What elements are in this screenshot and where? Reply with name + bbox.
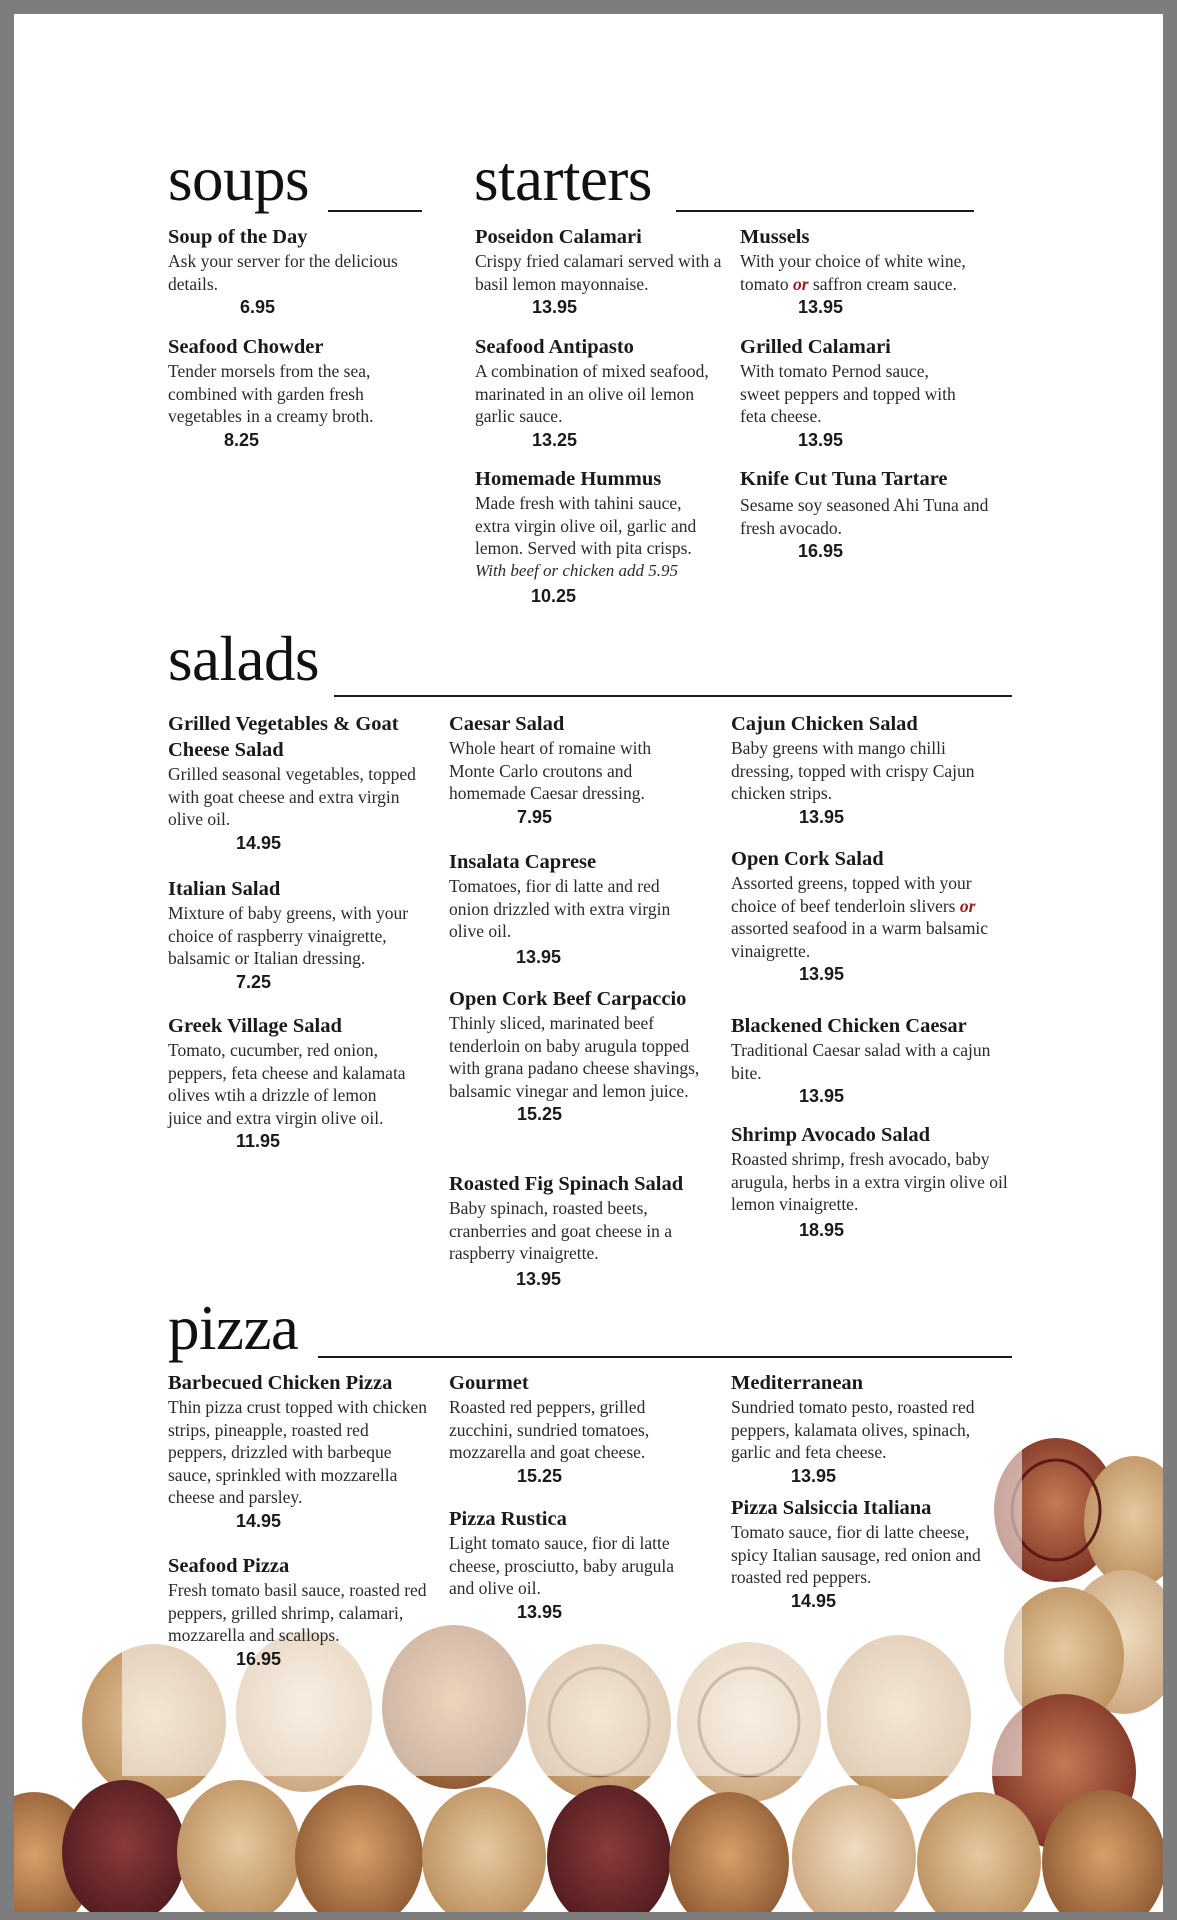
item-price: 16.95 [798, 541, 844, 561]
item-description: Light tomato sauce, fior di latte cheese, prosciutto, baby arugula and olive oil. [449, 1533, 674, 1598]
item-name: Open Cork Salad [731, 848, 884, 870]
menu-item [449, 1171, 704, 1291]
item-name: Seafood Pizza [168, 1555, 290, 1577]
menu-item [731, 1122, 1021, 1242]
menu-item [731, 1370, 981, 1488]
item-description: Crispy fried calamari served with a basil lemon mayonnaise. [475, 251, 722, 294]
item-price: 14.95 [791, 1590, 837, 1611]
item-price: 13.25 [532, 429, 578, 450]
item-price: 13.95 [799, 964, 845, 984]
item-description: Thinly sliced, marinated beef tenderloin on baby arugula topped with grana padano cheese shavings, balsamic vinegar and lemon juice. [449, 1013, 700, 1101]
item-price: 14.95 [236, 1510, 282, 1531]
item-name: Greek Village Salad [168, 1015, 342, 1037]
item-description [731, 872, 1001, 962]
menu-item [449, 849, 694, 969]
item-description: Tender morsels from the sea, combined with garden fresh vegetables in a creamy broth. [168, 361, 374, 426]
item-description [740, 250, 1002, 295]
item-note: With beef or chicken add 5.95 [475, 560, 679, 580]
item-description: Roasted shrimp, fresh avocado, baby arugula, herbs in a extra virgin olive oil lemon vinaigrette. [731, 1149, 1008, 1214]
item-price: 8.25 [224, 429, 260, 450]
menu-item [168, 1013, 413, 1153]
item-description: Whole heart of romaine with Monte Carlo croutons and homemade Caesar dressing. [449, 738, 652, 803]
menu-item [449, 986, 719, 1126]
menu-item [740, 224, 1002, 319]
item-name: Roasted Fig Spinach Salad [449, 1173, 684, 1195]
item-name: Gourmet [449, 1372, 529, 1394]
item-price: 10.25 [531, 585, 577, 606]
menu-item [731, 1013, 993, 1108]
item-description: Roasted red peppers, grilled zucchini, sundried tomatoes, mozzarella and goat cheese. [449, 1397, 650, 1462]
item-price: 13.95 [516, 946, 562, 967]
section-rule-starters [676, 210, 974, 212]
menu-item [168, 711, 436, 855]
item-price: 11.95 [236, 1131, 281, 1151]
item-price: 15.25 [517, 1465, 563, 1486]
item-name: Blackened Chicken Caesar [731, 1015, 967, 1037]
item-name: Homemade Hummus [475, 468, 662, 490]
item-price: 13.95 [798, 429, 844, 450]
item-description: A combination of mixed seafood, marinated in an olive oil lemon garlic sauce. [475, 361, 709, 426]
menu-item [475, 224, 725, 319]
menu-item [168, 1370, 428, 1533]
section-rule-salads [334, 695, 1012, 697]
menu-item [731, 1495, 1001, 1613]
item-name: Barbecued Chicken Pizza [168, 1372, 393, 1394]
item-name: Italian Salad [168, 878, 281, 900]
menu-item [475, 466, 715, 608]
menu-item [740, 334, 968, 452]
item-price: 16.95 [236, 1648, 282, 1669]
item-price: 13.95 [532, 297, 578, 317]
item-description: Traditional Caesar salad with a cajun bite. [731, 1040, 991, 1083]
section-title-soups: soups [168, 144, 310, 214]
menu-item [449, 1370, 684, 1488]
item-name: Pizza Salsiccia Italiana [731, 1497, 932, 1519]
section-title-pizza: pizza [168, 1293, 299, 1363]
item-description: Sundried tomato pesto, roasted red peppers, kalamata olives, spinach, garlic and feta cheese. [731, 1397, 975, 1462]
item-name: Seafood Chowder [168, 336, 324, 358]
item-description: With tomato Pernod sauce, sweet peppers and topped with feta cheese. [740, 361, 956, 426]
item-price: 15.25 [517, 1104, 563, 1124]
item-description: Mixture of baby greens, with your choice of raspberry vinaigrette, balsamic or Italian dressing. [168, 903, 409, 968]
menu-item [168, 224, 428, 319]
item-price: 18.95 [799, 1219, 845, 1240]
item-name: Shrimp Avocado Salad [731, 1124, 930, 1146]
item-price: 7.25 [236, 971, 272, 992]
item-description: Fresh tomato basil sauce, roasted red peppers, grilled shrimp, calamari, mozzarella and scallops. [168, 1580, 427, 1645]
item-name: Knife Cut Tuna Tartare [740, 468, 948, 490]
section-title-starters: starters [474, 144, 652, 214]
item-price: 13.95 [516, 1268, 562, 1289]
item-description: Made fresh with tahini sauce, extra virgin olive oil, garlic and lemon. Served with pita crisps. [475, 493, 697, 558]
menu-item [449, 711, 689, 829]
item-price: 6.95 [240, 297, 276, 317]
item-description: Baby spinach, roasted beets, cranberries and goat cheese in a raspberry vinaigrette. [449, 1198, 673, 1263]
item-name: Poseidon Calamari [475, 226, 642, 248]
item-name: Mediterranean [731, 1372, 864, 1394]
or-emphasis: or [959, 895, 976, 916]
menu-item [168, 876, 436, 994]
item-name: Open Cork Beef Carpaccio [449, 988, 687, 1010]
item-description: Tomatoes, fior di latte and red onion drizzled with extra virgin olive oil. [449, 876, 671, 941]
desc-part: Assorted greens, topped with your choice of beef tenderloin slivers [731, 873, 972, 916]
item-name: Cajun Chicken Salad [731, 713, 918, 735]
menu-item [731, 711, 981, 829]
section-rule-soups [328, 210, 422, 212]
item-description: Sesame soy seasoned Ahi Tuna and fresh avocado. [740, 495, 989, 538]
item-description: Ask your server for the delicious details. [168, 251, 398, 294]
item-name: Seafood Antipasto [475, 336, 634, 358]
item-price: 13.95 [799, 1086, 845, 1106]
menu-item [449, 1506, 699, 1624]
section-rule-pizza [318, 1356, 1012, 1358]
item-price: 13.95 [791, 1465, 837, 1486]
menu-item [475, 334, 720, 452]
item-description: Baby greens with mango chilli dressing, topped with crispy Cajun chicken strips. [731, 738, 975, 803]
or-emphasis: or [792, 273, 809, 294]
item-name: Soup of the Day [168, 226, 308, 248]
menu-item [740, 466, 990, 563]
desc-part: saffron cream sauce. [812, 273, 957, 294]
item-description: Grilled seasonal vegetables, topped with goat cheese and extra virgin olive oil. [168, 764, 416, 829]
item-name: Grilled Vegetables & Goat Cheese Salad [168, 713, 399, 761]
item-description: Thin pizza crust topped with chicken strips, pineapple, roasted red peppers, drizzled with barbeque sauce, sprinkled with mozzarella cheese and parsley. [168, 1397, 428, 1507]
item-price: 14.95 [236, 832, 282, 853]
item-name: Grilled Calamari [740, 336, 891, 358]
desc-part: With your choice of white wine, tomato [740, 251, 966, 294]
item-price: 13.95 [799, 806, 845, 827]
section-title-salads: salads [168, 624, 319, 694]
menu-item [168, 1553, 438, 1671]
item-price: 13.95 [798, 297, 844, 317]
item-description: Tomato, cucumber, red onion, peppers, feta cheese and kalamata olives wtih a drizzle of lemon juice and extra virgin olive oil. [168, 1040, 406, 1128]
menu-item [731, 846, 1001, 986]
item-price: 7.95 [517, 806, 553, 827]
desc-part: assorted seafood in a warm balsamic vinaigrette. [731, 918, 989, 961]
item-name: Mussels [740, 226, 810, 248]
item-name: Caesar Salad [449, 713, 565, 735]
item-name: Insalata Caprese [449, 851, 597, 873]
item-price: 13.95 [517, 1601, 563, 1622]
menu-item [168, 334, 408, 452]
item-description: Tomato sauce, fior di latte cheese, spicy Italian sausage, red onion and roasted red peppers. [731, 1522, 981, 1587]
item-name: Pizza Rustica [449, 1508, 567, 1530]
